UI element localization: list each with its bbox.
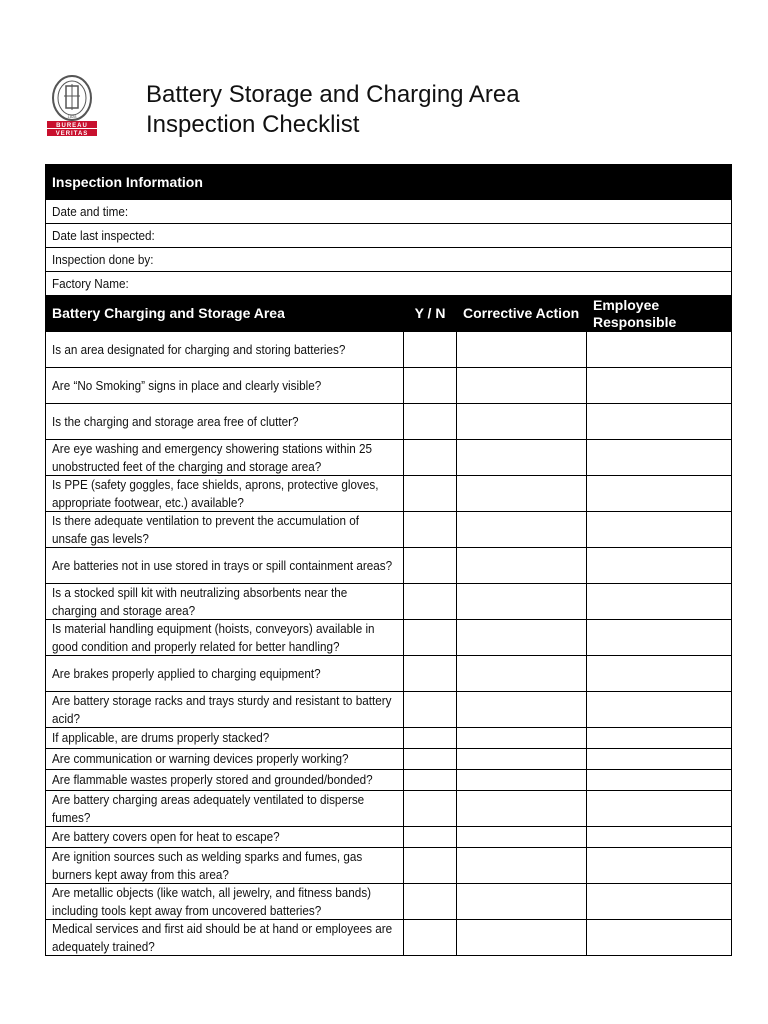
corrective-action-cell[interactable] — [457, 848, 587, 884]
corrective-action-cell[interactable] — [457, 884, 587, 920]
table-row — [46, 548, 732, 584]
inspection-info-heading: Inspection Information — [46, 165, 732, 200]
inspection-checklist-table — [45, 164, 732, 956]
question-cell — [46, 827, 404, 848]
question-text: Are battery storage racks and trays sturdy and resistant to battery acid? — [52, 693, 392, 726]
employee-responsible-cell[interactable] — [587, 440, 732, 476]
yn-cell[interactable] — [404, 884, 457, 920]
info-label: Date and time: — [52, 204, 129, 219]
employee-responsible-cell[interactable] — [587, 827, 732, 848]
yn-cell[interactable] — [404, 728, 457, 749]
question-text: Are battery covers open for heat to escape? — [52, 829, 280, 845]
logo-text-veritas: VERITAS — [55, 131, 89, 137]
question-text: Is material handling equipment (hoists, conveyors) available in good condition and properly related for better handling? — [52, 621, 375, 654]
employee-responsible-cell[interactable] — [587, 656, 732, 692]
info-field-date-last-inspected[interactable] — [46, 224, 732, 248]
employee-responsible-cell[interactable] — [587, 332, 732, 368]
info-row-date-time — [46, 200, 732, 224]
yn-cell[interactable] — [404, 440, 457, 476]
employee-responsible-cell[interactable] — [587, 920, 732, 956]
employee-responsible-cell[interactable] — [587, 884, 732, 920]
question-cell — [46, 884, 404, 920]
info-label: Factory Name: — [52, 276, 129, 291]
corrective-action-cell[interactable] — [457, 512, 587, 548]
yn-cell[interactable] — [404, 368, 457, 404]
yn-cell[interactable] — [404, 656, 457, 692]
corrective-action-cell[interactable] — [457, 827, 587, 848]
table-row — [46, 620, 732, 656]
question-text: Are eye washing and emergency showering stations within 25 unobstructed feet of the charging and storage area? — [52, 441, 372, 474]
question-text: Are batteries not in use stored in trays or spill containment areas? — [52, 557, 393, 573]
employee-responsible-cell[interactable] — [587, 476, 732, 512]
question-cell — [46, 332, 404, 368]
corrective-action-cell[interactable] — [457, 791, 587, 827]
corrective-action-cell[interactable] — [457, 476, 587, 512]
question-cell — [46, 368, 404, 404]
question-text: Are flammable wastes properly stored and grounded/bonded? — [52, 772, 373, 788]
info-row-inspection-done-by — [46, 248, 732, 272]
yn-cell[interactable] — [404, 404, 457, 440]
question-text: Medical services and first aid should be at hand or employees are adequately trained? — [52, 921, 393, 954]
question-cell — [46, 620, 404, 656]
employee-responsible-cell[interactable] — [587, 728, 732, 749]
corrective-action-cell[interactable] — [457, 656, 587, 692]
question-text: Are metallic objects (like watch, all jewelry, and fitness bands) including tools kept away from uncovered batteries? — [52, 885, 372, 918]
employee-responsible-cell[interactable] — [587, 770, 732, 791]
yn-cell[interactable] — [404, 770, 457, 791]
table-row — [46, 476, 732, 512]
yn-cell[interactable] — [404, 848, 457, 884]
column-header-item: Battery Charging and Storage Area — [46, 296, 404, 332]
question-cell — [46, 404, 404, 440]
corrective-action-cell[interactable] — [457, 749, 587, 770]
table-row — [46, 440, 732, 476]
table-row — [46, 404, 732, 440]
yn-cell[interactable] — [404, 512, 457, 548]
corrective-action-cell[interactable] — [457, 368, 587, 404]
question-text: Are brakes properly applied to charging equipment? — [52, 665, 321, 681]
checklist-column-header-row — [46, 296, 732, 332]
question-text: Are battery charging areas adequately ventilated to disperse fumes? — [52, 792, 365, 825]
question-text: Are ignition sources such as welding sparks and fumes, gas burners kept away from this area? — [52, 849, 363, 882]
employee-responsible-cell[interactable] — [587, 548, 732, 584]
table-row — [46, 884, 732, 920]
logo-text-bureau: BUREAU — [56, 123, 88, 129]
table-row — [46, 512, 732, 548]
info-label: Inspection done by: — [52, 252, 154, 267]
column-header-employee-responsible: Employee Responsible — [587, 296, 732, 332]
corrective-action-cell[interactable] — [457, 548, 587, 584]
title-line-2: Inspection Checklist — [146, 111, 360, 138]
corrective-action-cell[interactable] — [457, 332, 587, 368]
info-field-factory-name[interactable] — [46, 272, 732, 296]
yn-cell[interactable] — [404, 548, 457, 584]
bureau-veritas-logo — [45, 74, 99, 138]
info-row-factory-name — [46, 272, 732, 296]
yn-cell[interactable] — [404, 791, 457, 827]
question-cell — [46, 692, 404, 728]
table-row — [46, 584, 732, 620]
question-cell — [46, 920, 404, 956]
employee-responsible-cell[interactable] — [587, 791, 732, 827]
inspection-info-header-row — [46, 165, 732, 200]
corrective-action-cell[interactable] — [457, 692, 587, 728]
yn-cell[interactable] — [404, 476, 457, 512]
question-cell — [46, 749, 404, 770]
employee-responsible-cell[interactable] — [587, 368, 732, 404]
employee-responsible-cell[interactable] — [587, 692, 732, 728]
corrective-action-cell[interactable] — [457, 440, 587, 476]
table-row — [46, 368, 732, 404]
info-field-inspection-done-by[interactable] — [46, 248, 732, 272]
employee-responsible-cell[interactable] — [587, 584, 732, 620]
yn-cell[interactable] — [404, 584, 457, 620]
employee-responsible-cell[interactable] — [587, 848, 732, 884]
employee-responsible-cell[interactable] — [587, 404, 732, 440]
table-row — [46, 692, 732, 728]
question-text: If applicable, are drums properly stacked? — [52, 730, 270, 746]
table-row — [46, 728, 732, 749]
yn-cell[interactable] — [404, 620, 457, 656]
logo-year: 1828 — [67, 114, 77, 119]
yn-cell[interactable] — [404, 827, 457, 848]
question-cell — [46, 440, 404, 476]
question-cell — [46, 848, 404, 884]
info-label: Date last inspected: — [52, 228, 155, 243]
question-text: Is there adequate ventilation to prevent the accumulation of unsafe gas levels? — [52, 513, 360, 546]
question-text: Are “No Smoking” signs in place and clearly visible? — [52, 377, 322, 393]
table-row — [46, 749, 732, 770]
table-row — [46, 791, 732, 827]
corrective-action-cell[interactable] — [457, 728, 587, 749]
corrective-action-cell[interactable] — [457, 920, 587, 956]
corrective-action-cell[interactable] — [457, 770, 587, 791]
employee-responsible-cell[interactable] — [587, 512, 732, 548]
table-row — [46, 332, 732, 368]
info-field-date-time[interactable] — [46, 200, 732, 224]
question-cell — [46, 512, 404, 548]
yn-cell[interactable] — [404, 332, 457, 368]
table-row — [46, 920, 732, 956]
question-text: Is the charging and storage area free of clutter? — [52, 413, 299, 429]
question-text: Is a stocked spill kit with neutralizing absorbents near the charging and storage area? — [52, 585, 348, 618]
yn-cell[interactable] — [404, 749, 457, 770]
yn-cell[interactable] — [404, 920, 457, 956]
table-row — [46, 827, 732, 848]
corrective-action-cell[interactable] — [457, 404, 587, 440]
yn-cell[interactable] — [404, 692, 457, 728]
question-text: Is an area designated for charging and storing batteries? — [52, 341, 346, 357]
corrective-action-cell[interactable] — [457, 584, 587, 620]
employee-responsible-cell[interactable] — [587, 749, 732, 770]
table-row — [46, 770, 732, 791]
question-cell — [46, 770, 404, 791]
table-row — [46, 848, 732, 884]
question-cell — [46, 791, 404, 827]
question-text: Are communication or warning devices properly working? — [52, 751, 349, 767]
question-text: Is PPE (safety goggles, face shields, aprons, protective gloves, appropriate footwear, etc.) available? — [52, 477, 379, 510]
table-row — [46, 656, 732, 692]
question-cell — [46, 476, 404, 512]
question-cell — [46, 728, 404, 749]
employee-responsible-cell[interactable] — [587, 620, 732, 656]
page-title — [146, 80, 520, 140]
info-row-date-last-inspected — [46, 224, 732, 248]
column-header-corrective-action: Corrective Action — [457, 296, 587, 332]
column-header-yn: Y / N — [404, 296, 457, 332]
question-cell — [46, 584, 404, 620]
corrective-action-cell[interactable] — [457, 620, 587, 656]
question-cell — [46, 656, 404, 692]
question-cell — [46, 548, 404, 584]
title-line-1: Battery Storage and Charging Area — [146, 81, 520, 108]
